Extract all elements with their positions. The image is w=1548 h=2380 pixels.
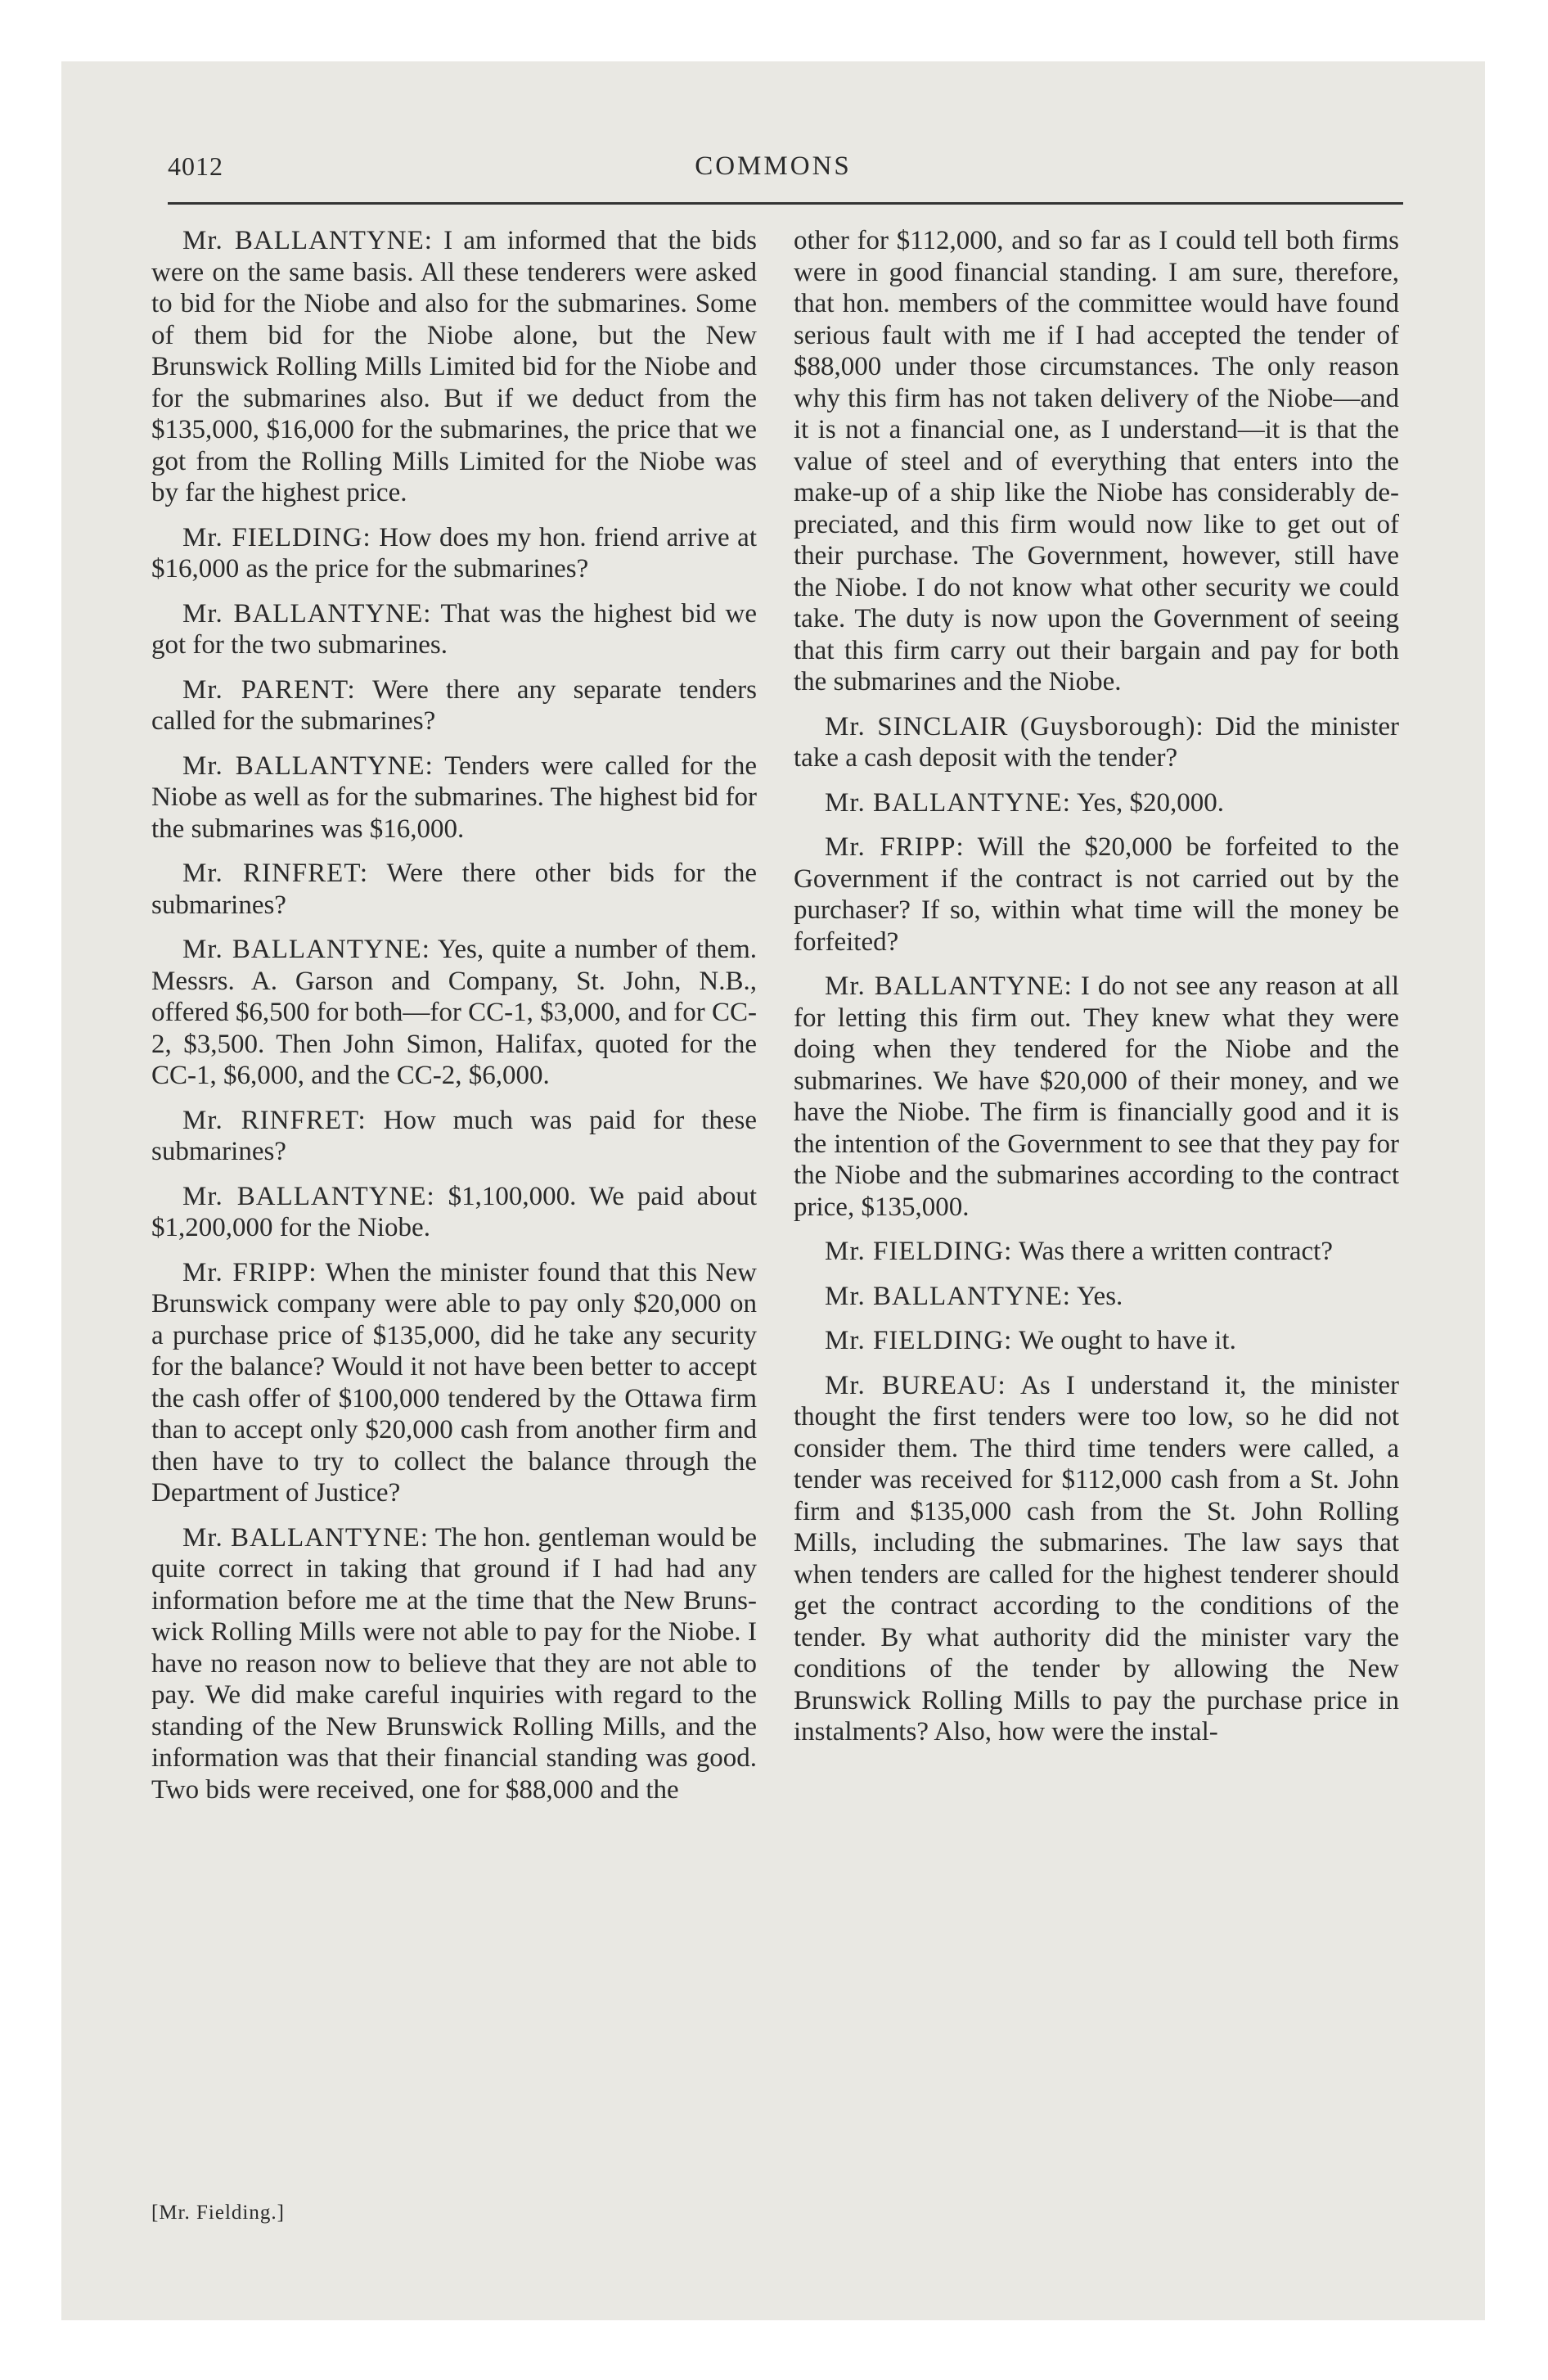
- speaker-name: Mr. BALLANTYNE:: [825, 787, 1071, 818]
- speech-text: How much was paid for these submarines?: [151, 1105, 758, 1166]
- paragraph: [794, 832, 1399, 958]
- section-title: COMMONS: [695, 151, 852, 181]
- header-rule: [168, 202, 1403, 205]
- paragraph: [151, 1181, 757, 1244]
- speech-text: $1,100,000. We paid about $1,200,000 for the Niobe.: [151, 1181, 758, 1242]
- speaker-name: Mr. FIELDING:: [825, 1326, 1013, 1355]
- speaker-name: Mr. BALLANTYNE:: [182, 226, 433, 255]
- speaker-name: Mr. BALLANTYNE:: [825, 971, 1073, 1001]
- speech-text: Yes, $20,000.: [1077, 787, 1225, 818]
- paragraph: [151, 858, 757, 921]
- speech-text: Yes, quite a number of them. Messrs. A. Garson and Company, St. John, N.B., offered $6,500 for both—for CC-1, $3,000, and for CC-2, $3,500. Then John Simon, Halifax, quoted for the CC-1, $6,000, and the CC-2, $6,000.: [151, 935, 758, 1090]
- speech-text: other for $112,000, and so far as I could tell both firms were in good financial standing. I am sure, therefore, that hon. members of the committee would have found serious fault with me if I had accepted the tender of $88,000 under those circumstances. The only reason why this firm has not taken delivery of the Niobe—and it is not a financial one, as I understand—it is that the value of steel and of everything that enters into the make-up of a ship like the Niobe has considerably depreciated, and this firm would now like to get out of their purchase. The Government, however, still have the Niobe. I do not know what other security we could take. The duty is now upon the Government of seeing that this firm carry out their bargain and pay for both the submarines and the Niobe.: [794, 226, 1399, 696]
- speech-text: The hon. gentleman would be quite correct in taking that ground if I had had any information before me at the time that the New Brunswick Rolling Mills were not able to pay for the Niobe. I have no reason now to believe that they are not able to pay. We did make careful inquiries with regard to the standing of the New Brunswick Rolling Mills, and the information was that their financial standing was good. Two bids were received, one for $88,000 and the: [151, 1522, 758, 1805]
- speech-text: How does my hon. friend arrive at $16,000 as the price for the submarines?: [151, 522, 757, 584]
- speaker-name: Mr. BALLANTYNE:: [182, 1522, 430, 1553]
- speech-text: When the minister found that this New Brunswick company were able to pay only $20,000 on a purchase price of $135,000, did he take any security for the balance? Would it not have been better to accept the cash offer of $100,000 tendered by the Ottawa firm than to accept only $20,000 cash from another firm and then have to try to collect the balance through the Department of Justice?: [151, 1257, 757, 1508]
- speaker-name: Mr. RINFRET:: [182, 859, 369, 888]
- speaker-name: Mr. BALLANTYNE:: [182, 1181, 435, 1211]
- speaker-name: Mr. PARENT:: [182, 674, 356, 705]
- paragraph: [151, 934, 757, 1092]
- footer-note: [Mr. Fielding.]: [151, 2202, 285, 2224]
- paragraph: [794, 971, 1399, 1223]
- speaker-name: Mr. FRIPP:: [182, 1257, 317, 1287]
- speech-text: We ought to have it.: [1018, 1326, 1236, 1355]
- speaker-name: Mr. BALLANTYNE:: [182, 598, 432, 629]
- speaker-name: Mr. FIELDING:: [182, 522, 371, 552]
- speaker-name: Mr. FRIPP:: [825, 832, 965, 862]
- paragraph: [151, 674, 757, 737]
- paragraph: [794, 225, 1399, 698]
- page-number: 4012: [168, 151, 223, 181]
- paragraph: [794, 711, 1399, 774]
- speech-text: Were there other bids for the submarines?: [151, 859, 758, 920]
- paragraph: [151, 522, 757, 585]
- paragraph: [151, 1105, 757, 1168]
- speech-text: That was the highest bid we got for the two submarines.: [151, 598, 758, 660]
- paragraph: [151, 225, 757, 509]
- speech-text: Yes.: [1077, 1281, 1123, 1311]
- paragraph: [151, 598, 757, 661]
- speech-text: I do not see any reason at all for letting this firm out. They knew what they were doing when they tendered for the Niobe and the submarines. We have $20,000 of their money, and we have the Niobe. The firm is financially good and it is the intention of the Government to see that they pay for the Niobe and the submarines according to the contract price, $135,000.: [794, 971, 1399, 1222]
- paragraph: [794, 787, 1399, 819]
- speaker-name: Mr. SINCLAIR (Guysborough):: [825, 711, 1204, 741]
- paragraph: [151, 751, 757, 845]
- speech-text: I am informed that the bids were on the same basis. All these tenderers were asked to bid for the Niobe and also for the submarines. Some of them bid for the Niobe alone, but the New Brunswick Rolling Mills Limited bid for the Niobe and for the submarines also. But if we deduct from the $135,000, $16,000 for the submarines, the price that we got from the Rolling Mills Limited for the Niobe was by far the highest price.: [151, 226, 758, 507]
- speaker-name: Mr. BALLANTYNE:: [182, 935, 430, 964]
- speech-text: As I understand it, the minister thought the first tenders were too low, so he did not consider them. The third time tenders were called, a tender was received for $112,000 cash from a St. John firm and $135,000 cash from the St. John Rolling Mills, including the submarines. The law says that when tenders are called for the highest tenderer should get the contract according to the conditions of the tender. By what authority did the minister vary the conditions of the tender by allowing the New Brunswick Rolling Mills to pay the purchase price in instalments? Also, how were the instal-: [794, 1370, 1399, 1747]
- running-head: [61, 151, 1485, 192]
- speech-text: Were there any separate tenders called for the submarines?: [151, 674, 757, 736]
- paragraph: [151, 1522, 757, 1806]
- speech-text: Will the $20,000 be forfeited to the Government if the contract is not carried out by the purchaser? If so, within what time will the money be forfeited?: [794, 832, 1399, 957]
- paragraph: [794, 1325, 1399, 1357]
- page: [61, 61, 1485, 2320]
- speaker-name: Mr. BUREAU:: [825, 1370, 1006, 1400]
- paragraph: [794, 1281, 1399, 1313]
- speech-text: Tenders were called for the Niobe as well as for the submarines. The highest bid for the submarines was $16,000.: [151, 751, 757, 844]
- speech-text: Was there a written contract?: [1018, 1237, 1333, 1266]
- right-column: [794, 225, 1399, 1761]
- speaker-name: Mr. RINFRET:: [182, 1105, 367, 1135]
- paragraph: [794, 1370, 1399, 1748]
- left-column: [151, 225, 757, 1819]
- speaker-name: Mr. BALLANTYNE:: [825, 1281, 1071, 1311]
- speech-text: Did the minister take a cash deposit with the tender?: [794, 711, 1400, 773]
- paragraph: [151, 1257, 757, 1509]
- paragraph: [794, 1236, 1399, 1268]
- speaker-name: Mr. FIELDING:: [825, 1237, 1013, 1266]
- speaker-name: Mr. BALLANTYNE:: [182, 751, 434, 781]
